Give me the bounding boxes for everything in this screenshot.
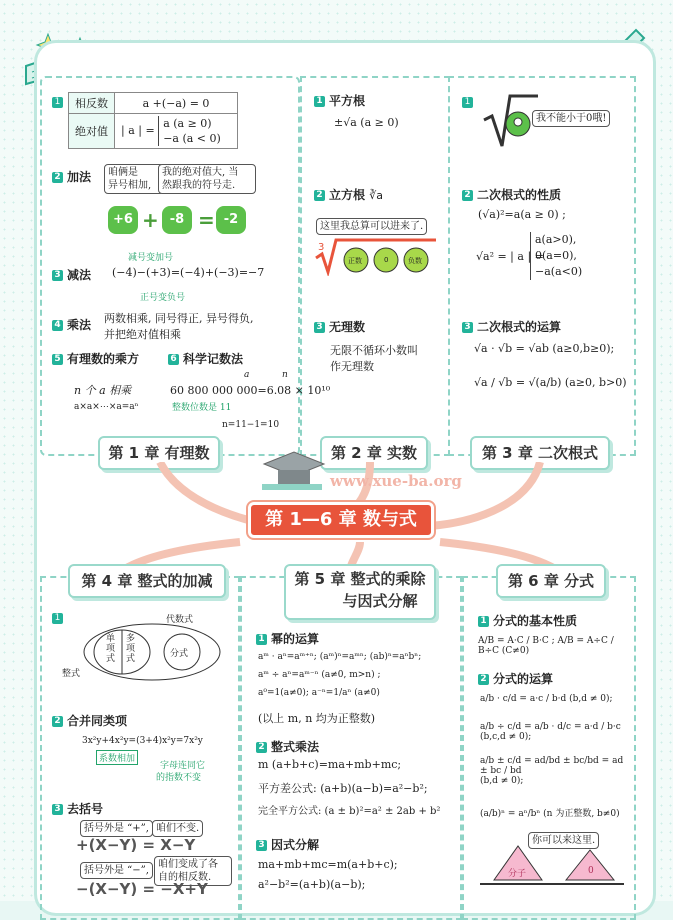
ch1-sub-heading <box>52 266 91 283</box>
ch5-pow-1: aᵐ · aⁿ=aᵐ⁺ⁿ; (aᵐ)ⁿ=aᵐⁿ; (ab)ⁿ=aⁿbⁿ; <box>258 652 422 662</box>
ch5-mul-heading <box>256 738 319 755</box>
ch2-sq-heading <box>314 92 365 109</box>
number-badge: 2 <box>52 172 63 183</box>
prop-case-2: 0(a=0), <box>535 249 577 262</box>
ch6-op-2: a/b ÷ c/d = a/b · d/c = a·d / b·c (b,c,d ≠ 0); <box>480 722 621 742</box>
number-badge: 2 <box>314 190 325 201</box>
mul-title: 乘法 <box>67 318 92 332</box>
venn-outer-label: 代数式 <box>166 615 194 625</box>
number-badge: 1 <box>256 634 267 645</box>
main-title: 第 1—6 章 数与式 <box>248 502 434 538</box>
ch6-op-title: 分式的运算 <box>493 672 554 686</box>
watermark: www.xue-ba.org <box>330 472 462 490</box>
add-bubble-1: 咱俩是 异号相加, <box>104 164 164 194</box>
ch6-op-3: a/b ± c/d = ad/bd ± bc/bd = ad ± bc / bd <box>480 756 624 776</box>
sq-formula: ±√a (a ≥ 0) <box>334 116 399 129</box>
ch5-fac-title: 因式分解 <box>271 838 320 852</box>
graduation-cap-icon <box>258 448 328 494</box>
ch3-prop-heading <box>462 186 561 203</box>
chapter-6-tab: 第 6 章 分式 <box>496 564 606 598</box>
ch3-op-heading <box>462 318 561 335</box>
ch5-fac-2: a²−b²=(a+b)(a−b); <box>258 878 366 891</box>
op-formula-1: √a · √b = √ab (a≥0,b≥0); <box>474 342 615 355</box>
ch6-basic-heading <box>478 612 577 629</box>
ch2-irr-heading <box>314 318 365 335</box>
ch1-mul-heading <box>52 316 91 333</box>
brk-formula-2: −(X−Y) = −X+Y <box>76 880 208 898</box>
number-badge: 3 <box>52 270 63 281</box>
chapter-5-line1: 第 5 章 整式的乘除 <box>294 570 426 588</box>
irr-text-2: 作无理数 <box>330 360 374 373</box>
ch6-char-top: 分子 <box>508 869 527 879</box>
sci-a: a <box>244 370 250 380</box>
ch3-item1 <box>462 92 477 111</box>
brk-title: 去括号 <box>67 802 104 816</box>
add-title: 加法 <box>67 170 92 184</box>
combine-note-1: 系数相加 <box>96 750 138 765</box>
combine-note-2: 字母连同它 <box>160 761 206 771</box>
fraction-characters-icon <box>474 840 630 898</box>
cube-label-zero: 0 <box>384 256 389 264</box>
combine-title: 合并同类项 <box>67 714 128 728</box>
number-badge: 1 <box>314 96 325 107</box>
sub-bottom-note: 正号变负号 <box>140 293 186 303</box>
ch3-bubble: 我不能小于0哦! <box>532 110 610 127</box>
brk-bubble-3: 括号外是 “−”, <box>80 862 153 879</box>
prop-formula-1: (√a)²=a(a ≥ 0) ; <box>478 208 566 221</box>
sci-title: 科学记数法 <box>183 352 244 366</box>
brk-bubble-2: 咱们不变. <box>152 820 203 837</box>
ch6-op-1: a/b · c/d = a·c / b·d (b,d ≠ 0); <box>480 694 613 704</box>
ch6-op-3b: (b,d ≠ 0); <box>480 776 524 786</box>
sci-formula: 60 800 000 000=6.08 × 10¹⁰ <box>170 384 331 397</box>
opposite-label: 相反数 <box>69 93 115 114</box>
char-minus2: -2 <box>216 206 246 234</box>
sci-n: n <box>282 370 288 380</box>
svg-text:3: 3 <box>318 242 325 253</box>
chapter-5-line2: 与因式分解 <box>342 592 418 610</box>
abs-value <box>115 114 238 149</box>
ch1-sci-heading <box>168 350 243 367</box>
number-badge: 3 <box>52 804 63 815</box>
number-badge: 1 <box>478 616 489 627</box>
number-badge: 1 <box>52 613 63 624</box>
ch4-combine-heading <box>52 712 127 729</box>
ch1-item1 <box>52 92 67 111</box>
prop-case-3: −a(a<0) <box>535 265 583 278</box>
sci-note: 整数位数是 11 <box>172 403 232 413</box>
prop-title: 二次根式的性质 <box>477 188 562 202</box>
cube-label-negative: 负数 <box>408 257 422 265</box>
chapter-4-tab: 第 4 章 整式的加减 <box>68 564 226 598</box>
ch2-cube-heading <box>314 186 383 203</box>
number-badge: 1 <box>52 97 63 108</box>
brk-bubble-4: 咱们变成了各 自的相反数. <box>154 856 232 886</box>
ch6-op-heading <box>478 670 553 687</box>
abs-cases <box>158 116 221 146</box>
ch4-brk-heading <box>52 800 103 817</box>
number-badge: 6 <box>168 354 179 365</box>
cube-title: 立方根 <box>329 188 366 202</box>
cube-symbol: ∛a <box>369 189 383 202</box>
combine-note-3: 的指数不变 <box>156 773 202 783</box>
ch5-mul-title: 整式乘法 <box>271 740 320 754</box>
number-badge: 2 <box>256 742 267 753</box>
pow-formula: a×a×⋯×a=aⁿ <box>74 402 139 412</box>
prop-formula-2-lhs: √a² = | a | = <box>476 250 544 263</box>
ch5-mul-2: 平方差公式: (a+b)(a−b)=a²−b²; <box>258 782 428 795</box>
char-plus6: +6 <box>108 206 138 234</box>
add-characters <box>108 204 248 238</box>
ch5-mul-1: m (a+b+c)=ma+mb+mc; <box>258 758 402 771</box>
ch5-pow-4: (以上 m, n 均为正整数) <box>258 712 376 725</box>
sub-formula: (−4)−(+3)=(−4)+(−3)=−7 <box>112 266 265 279</box>
number-badge: 2 <box>52 716 63 727</box>
irr-title: 无理数 <box>329 320 366 334</box>
ch5-pow-2: aᵐ ÷ aⁿ=aᵐ⁻ⁿ (a≠0, m>n) ; <box>258 670 381 680</box>
sci-bottom: n=11−1=10 <box>222 420 280 430</box>
chapter-1-tab: 第 1 章 有理数 <box>98 436 220 470</box>
cube-bubble: 这里我总算可以进来了. <box>316 218 427 235</box>
chapter-5-tab <box>284 564 436 620</box>
brk-formula-1: +(X−Y) = X−Y <box>76 836 196 854</box>
number-badge: 3 <box>256 840 267 851</box>
pow-title: 有理数的乘方 <box>67 352 140 366</box>
ch5-mul-3: 完全平方公式: (a ± b)²=a² ± 2ab + b² <box>258 806 441 817</box>
abs-case2: −a (a < 0) <box>163 132 221 145</box>
irr-text-1: 无限不循环小数叫 <box>330 344 418 357</box>
pow-text: n 个 a 相乘 <box>74 384 132 397</box>
combine-formula: 3x²y+4x²y=(3+4)x²y=7x²y <box>82 736 203 746</box>
number-badge: 3 <box>462 322 473 333</box>
add-bubble-2: 我的绝对值大, 当 然跟我的符号走. <box>158 164 256 194</box>
mul-text-1: 两数相乘, 同号得正, 异号得负, <box>104 312 254 325</box>
number-badge: 4 <box>52 320 63 331</box>
number-badge: 2 <box>462 190 473 201</box>
ch5-fac-1: ma+mb+mc=m(a+b+c); <box>258 858 398 871</box>
venn-diagram <box>70 612 230 682</box>
sq-title: 平方根 <box>329 94 366 108</box>
op-title: 二次根式的运算 <box>477 320 562 334</box>
number-badge: 5 <box>52 354 63 365</box>
ch6-basic-formula: A/B = A·C / B·C ; A/B = A÷C / B÷C (C≠0) <box>478 636 614 656</box>
prop-case-1: a(a>0), <box>535 233 577 246</box>
ch6-basic-title: 分式的基本性质 <box>493 614 578 628</box>
venn-c-label: 分式 <box>170 649 189 659</box>
sub-top-note: 减号变加号 <box>128 253 174 263</box>
number-badge: 1 <box>462 97 473 108</box>
abs-label: 绝对值 <box>69 114 115 149</box>
ch6-char-bottom: 0 <box>588 866 594 876</box>
ch1-table <box>68 92 238 149</box>
prop-cases <box>530 232 582 280</box>
ch5-fac-heading <box>256 836 319 853</box>
mul-text-2: 并把绝对值相乘 <box>104 328 181 341</box>
ch4-item1 <box>52 608 67 627</box>
chapter-2-tab: 第 2 章 实数 <box>320 436 428 470</box>
cube-label-positive: 正数 <box>348 257 362 265</box>
venn-b-label: 多项式 <box>126 634 136 664</box>
plus-sign: + <box>142 208 159 232</box>
sub-title: 减法 <box>67 268 92 282</box>
abs-case1: a (a ≥ 0) <box>163 117 212 130</box>
chapter-3-tab: 第 3 章 二次根式 <box>470 436 610 470</box>
ch5-pow-title: 幂的运算 <box>271 632 320 646</box>
ch6-op-4: (a/b)ⁿ = aⁿ/bⁿ (n 为正整数, b≠0) <box>480 809 620 819</box>
venn-left-label: 整式 <box>62 669 81 679</box>
root-character-icon <box>480 90 540 150</box>
brk-bubble-1: 括号外是 “+”, <box>80 820 153 837</box>
ch1-pow-heading <box>52 350 139 367</box>
op-formula-2: √a / √b = √(a/b) (a≥0, b>0) <box>474 376 627 389</box>
ch5-pow-3: a⁰=1(a≠0); a⁻ⁿ=1/aⁿ (a≠0) <box>258 688 380 698</box>
abs-lhs: | a | = <box>121 124 155 137</box>
ch6-bubble: 你可以来这里. <box>528 832 599 849</box>
char-minus8: -8 <box>162 206 192 234</box>
number-badge: 3 <box>314 322 325 333</box>
ch5-pow-heading <box>256 630 319 647</box>
opposite-value: a +(−a) = 0 <box>115 93 238 114</box>
equals-sign: = <box>198 208 215 232</box>
number-badge: 2 <box>478 674 489 685</box>
venn-a-label: 单项式 <box>106 634 116 664</box>
ch1-add-heading <box>52 168 91 185</box>
